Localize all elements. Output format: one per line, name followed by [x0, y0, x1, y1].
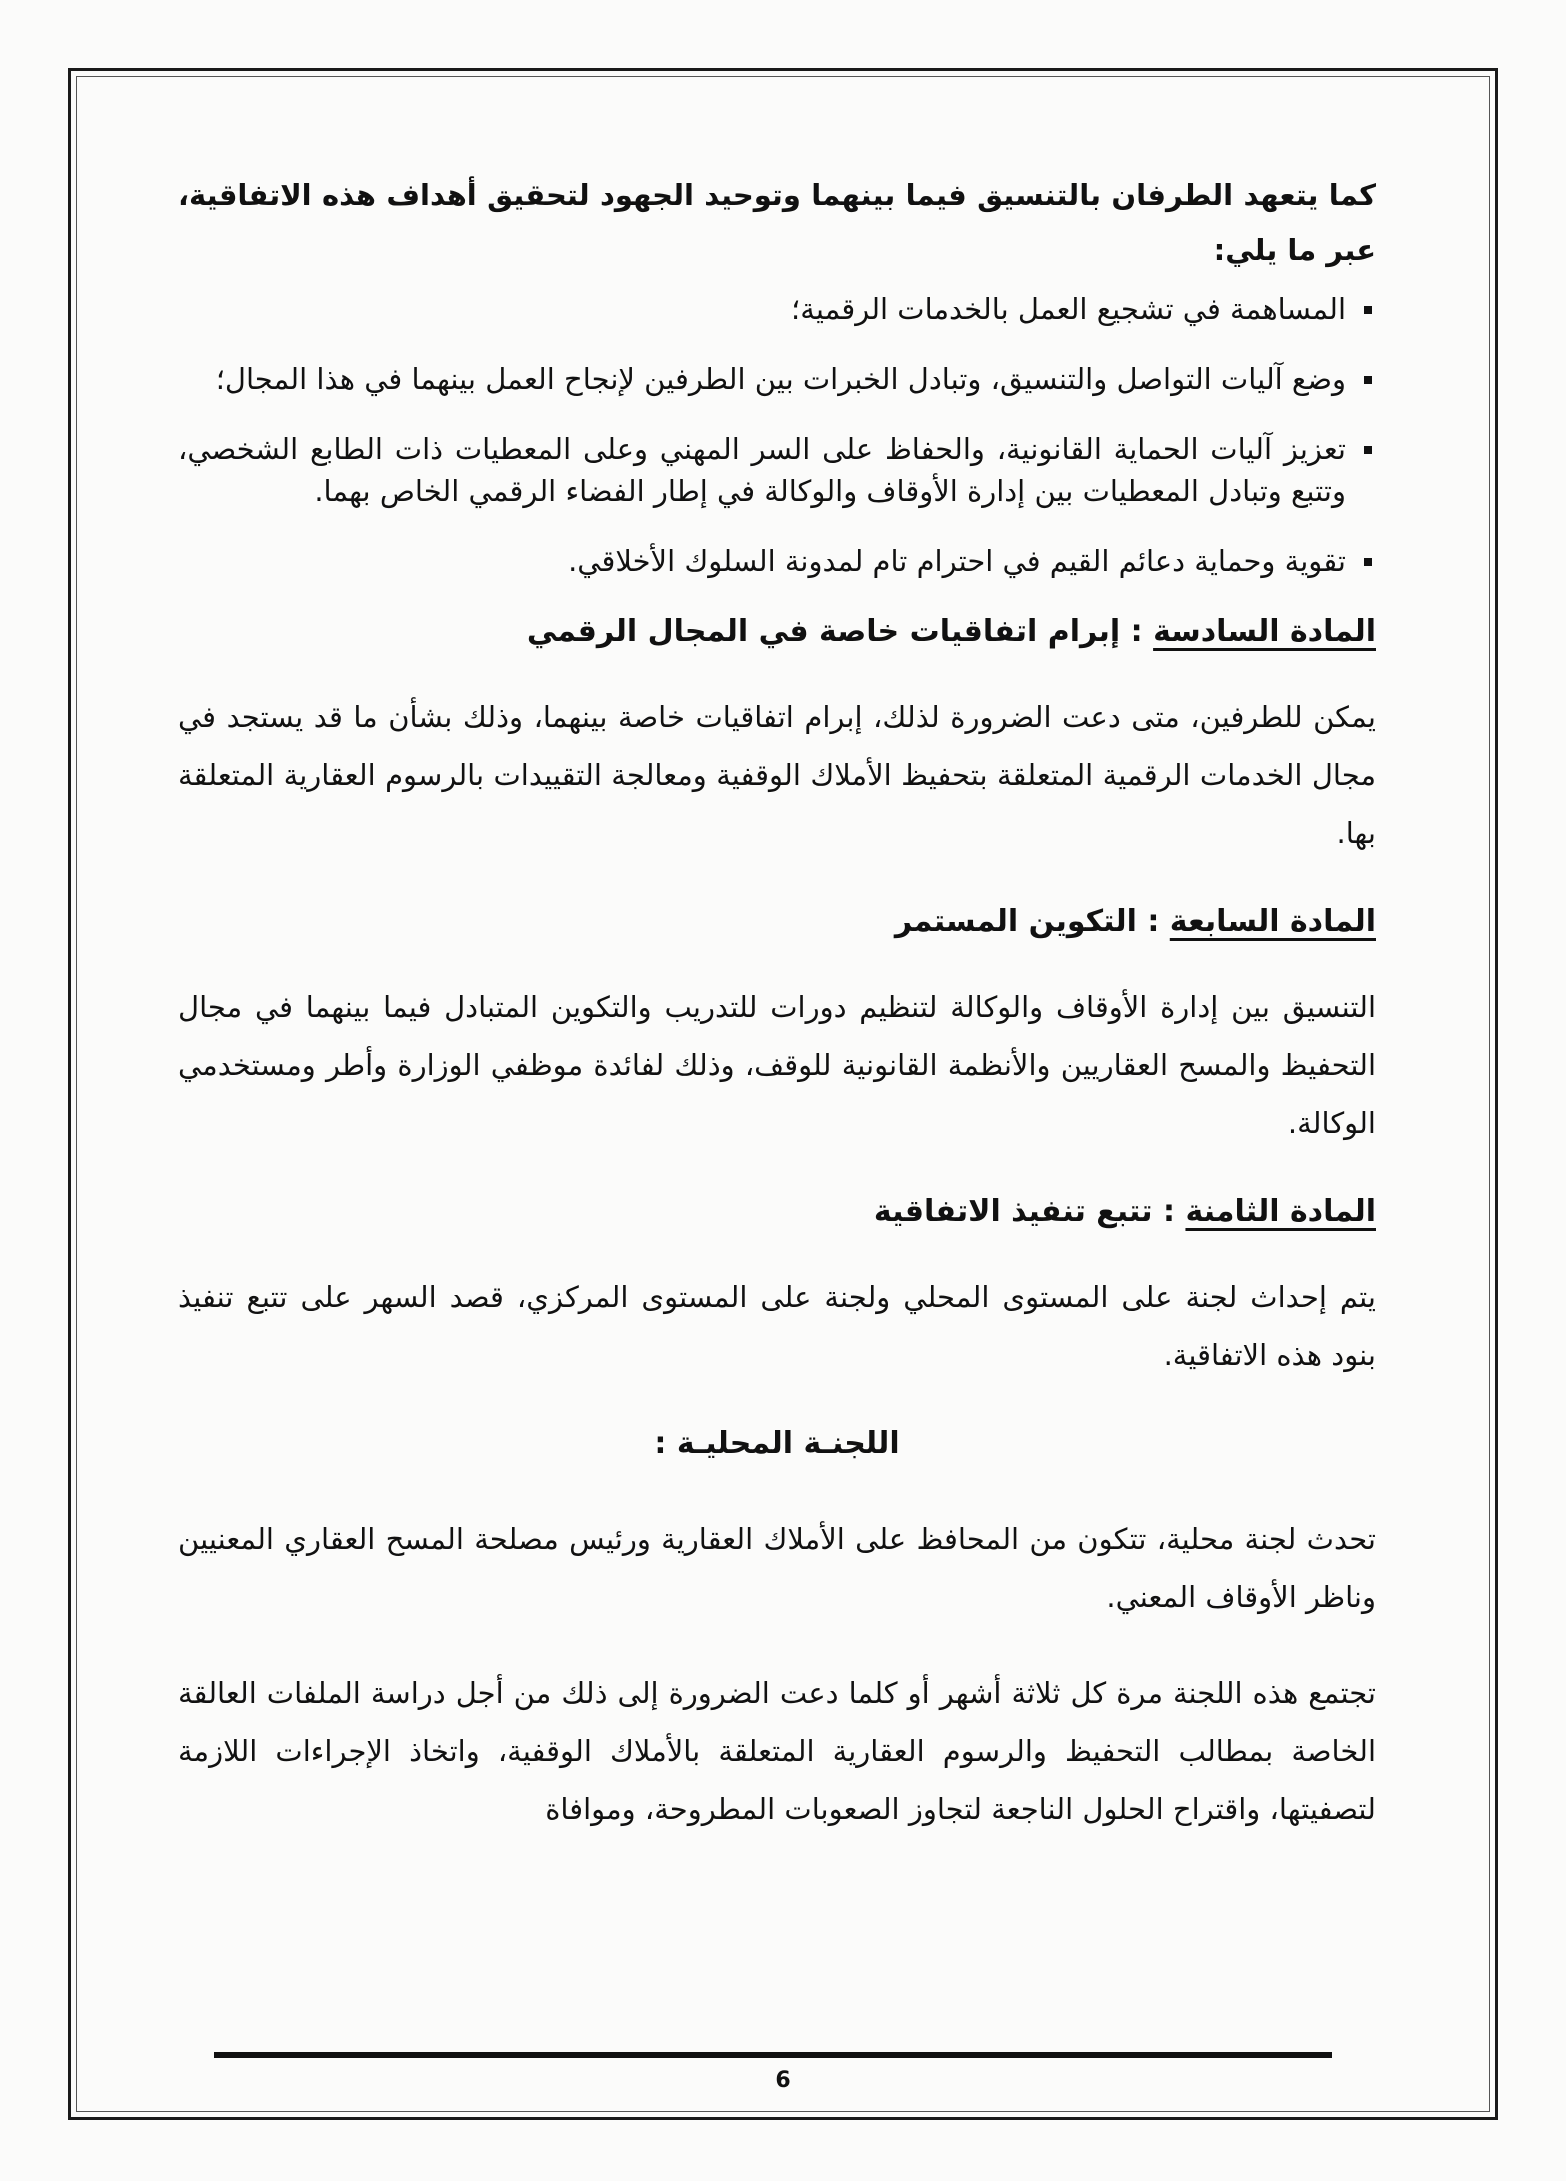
article-7-text: التنسيق بين إدارة الأوقاف والوكالة لتنظيم دورات للتدريب والتكوين المتبادل فيما بينهما في مجال التحفيظ والمسح العقاريين والأنظمة القانونية للوقف، وذلك لفائدة موظفي الوزارة وأطر ومستخدمي الوكالة. [178, 990, 1376, 1140]
local-committee-para-2: تجتمع هذه اللجنة مرة كل ثلاثة أشهر أو كلما دعت الضرورة إلى ذلك من أجل دراسة الملفات العالقة الخاصة بمطالب التحفيظ والرسوم العقارية المتعلقة بالأملاك الوقفية، واتخاذ الإجراءات اللازمة لتصفيتها، واقتراح الحلول الناجعة لتجاوز الصعوبات المطروحة، وموافاة [178, 1676, 1376, 1826]
article-7-heading [178, 900, 1376, 944]
list-item [178, 358, 1376, 400]
commitments-list [178, 288, 1376, 582]
page-content [178, 168, 1376, 1876]
article-7-label: المادة السابعة [1169, 904, 1376, 939]
article-8-text: يتم إحداث لجنة على المستوى المحلي ولجنة على المستوى المركزي، قصد السهر على تتبع تنفيذ بنود هذه الاتفاقية. [178, 1280, 1376, 1372]
square-bullet-icon [1364, 446, 1372, 454]
list-item [178, 288, 1376, 330]
article-7-title: : التكوين المستمر [894, 904, 1160, 939]
list-item-text: وضع آليات التواصل والتنسيق، وتبادل الخبرات بين الطرفين لإنجاح العمل بينهما في هذا المجال؛ [215, 362, 1346, 396]
list-item-text: تعزيز آليات الحماية القانونية، والحفاظ على السر المهني وعلى المعطيات ذات الطابع الشخصي، وتتبع وتبادل المعطيات بين إدارة الأوقاف والوكالة في إطار الفضاء الرقمي الخاص بهما. [178, 432, 1346, 508]
square-bullet-icon [1364, 376, 1372, 384]
intro-paragraph: كما يتعهد الطرفان بالتنسيق فيما بينهما وتوحيد الجهود لتحقيق أهداف هذه الاتفاقية، عبر ما يلي: [178, 178, 1376, 267]
list-item-text: تقوية وحماية دعائم القيم في احترام تام لمدونة السلوك الأخلاقي. [568, 544, 1346, 578]
list-item-text: المساهمة في تشجيع العمل بالخدمات الرقمية؛ [791, 292, 1346, 326]
article-8-label: المادة الثامنة [1185, 1194, 1376, 1229]
article-6-text: يمكن للطرفين، متى دعت الضرورة لذلك، إبرام اتفاقيات خاصة بينهما، وذلك بشأن ما قد يستجد في مجال الخدمات الرقمية المتعلقة بتحفيظ الأملاك الوقفية ومعالجة التقييدات بالرسوم العقارية المتعلقة بها. [178, 700, 1376, 850]
local-committee-heading: اللجنـة المحليـة : [654, 1426, 900, 1461]
article-8-title: : تتبع تنفيذ الاتفاقية [873, 1194, 1175, 1229]
article-6-heading [178, 610, 1376, 654]
square-bullet-icon [1364, 306, 1372, 314]
footer-divider [214, 2052, 1332, 2058]
article-8-heading [178, 1190, 1376, 1234]
square-bullet-icon [1364, 558, 1372, 566]
article-6-label: المادة السادسة [1153, 614, 1376, 649]
article-6-title: : إبرام اتفاقيات خاصة في المجال الرقمي [526, 614, 1143, 649]
list-item [178, 540, 1376, 582]
list-item [178, 428, 1376, 512]
local-committee-para-1: تحدث لجنة محلية، تتكون من المحافظ على الأملاك العقارية ورئيس مصلحة المسح العقاري المعنيين وناظر الأوقاف المعني. [178, 1522, 1376, 1614]
page-number: 6 [775, 2068, 791, 2093]
